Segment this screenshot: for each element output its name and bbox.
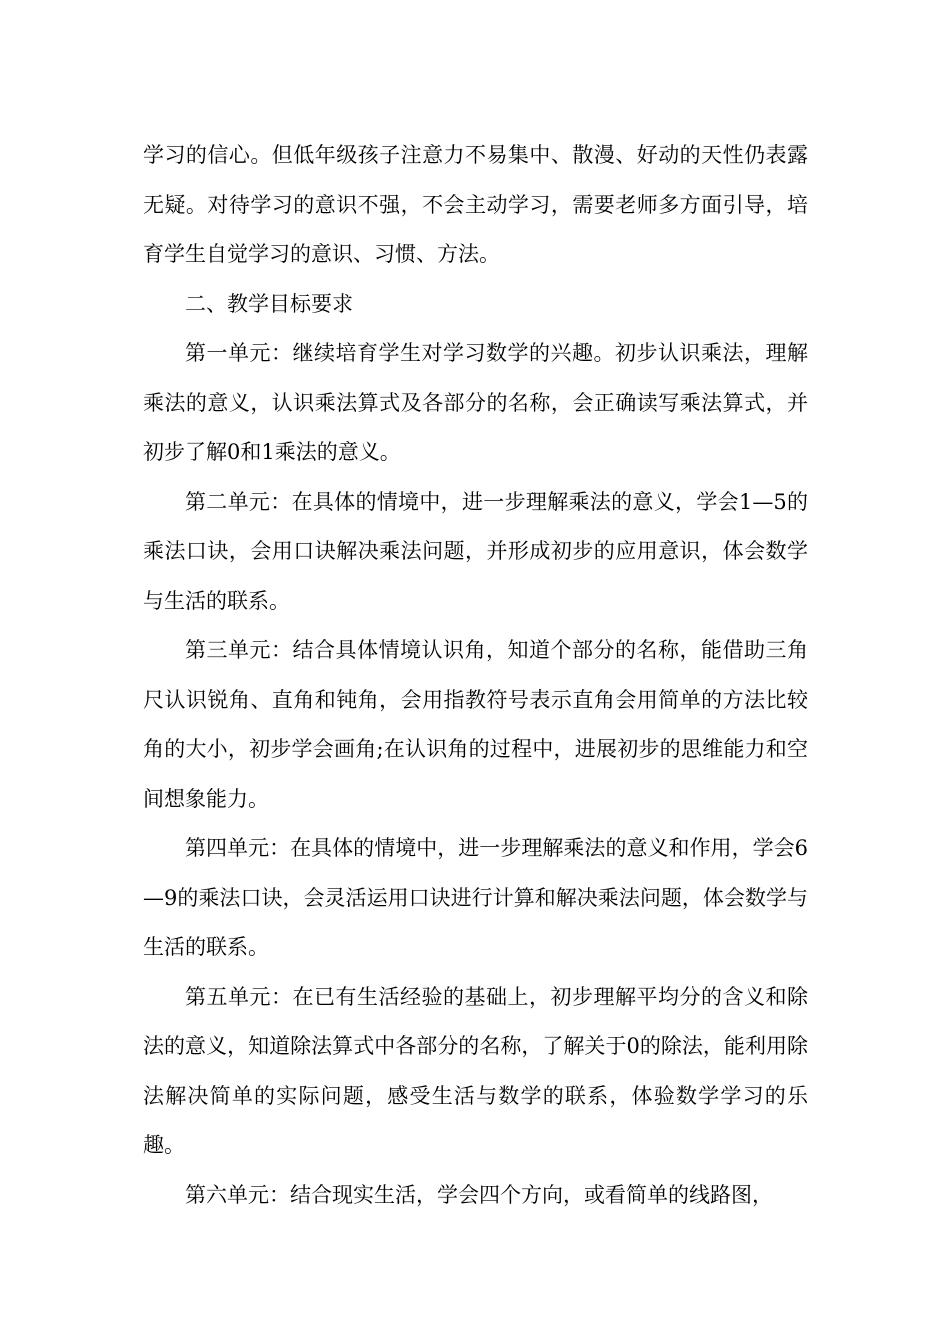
paragraph-unit-2: 第二单元：在具体的情境中，进一步理解乘法的意义，学会1—5的乘法口诀，会用口诀解决乘法问题，并形成初步的应用意识，体会数学与生活的联系。 [143, 489, 808, 613]
paragraph-unit-6: 第六单元：结合现实生活，学会四个方向，或看简单的线路图， [185, 1182, 773, 1207]
paragraph-unit-3: 第三单元：结合具体情境认识角，知道个部分的名称，能借助三角尺认识锐角、直角和钝角，会用指教符号表示直角会用简单的方法比较角的大小，初步学会画角;在认识角的过程中，进展初步的思维能力和空间想象能力。 [143, 638, 808, 811]
paragraph-unit-5: 第五单元：在已有生活经验的基础上，初步理解平均分的含义和除法的意义，知道除法算式中各部分的名称，了解关于0的除法，能利用除法解决简单的实际问题，感受生活与数学的联系，体验数学学习的乐趣。 [143, 984, 808, 1157]
document-body [143, 131, 808, 1220]
paragraph-unit-1: 第一单元：继续培育学生对学习数学的兴趣。初步认识乘法，理解乘法的意义，认识乘法算式及各部分的名称，会正确读写乘法算式，并初步了解0和1乘法的意义。 [143, 341, 808, 464]
paragraph-unit-4: 第四单元：在具体的情境中，进一步理解乘法的意义和作用，学会6—9的乘法口诀，会灵活运用口诀进行计算和解决乘法问题，体会数学与生活的联系。 [143, 836, 808, 959]
section-heading: 二、教学目标要求 [185, 291, 353, 316]
paragraph-1: 学习的信心。但低年级孩子注意力不易集中、散漫、好动的天性仍表露无疑。对待学习的意识不强，不会主动学习，需要老师多方面引导，培育学生自觉学习的意识、习惯、方法。 [143, 143, 808, 266]
